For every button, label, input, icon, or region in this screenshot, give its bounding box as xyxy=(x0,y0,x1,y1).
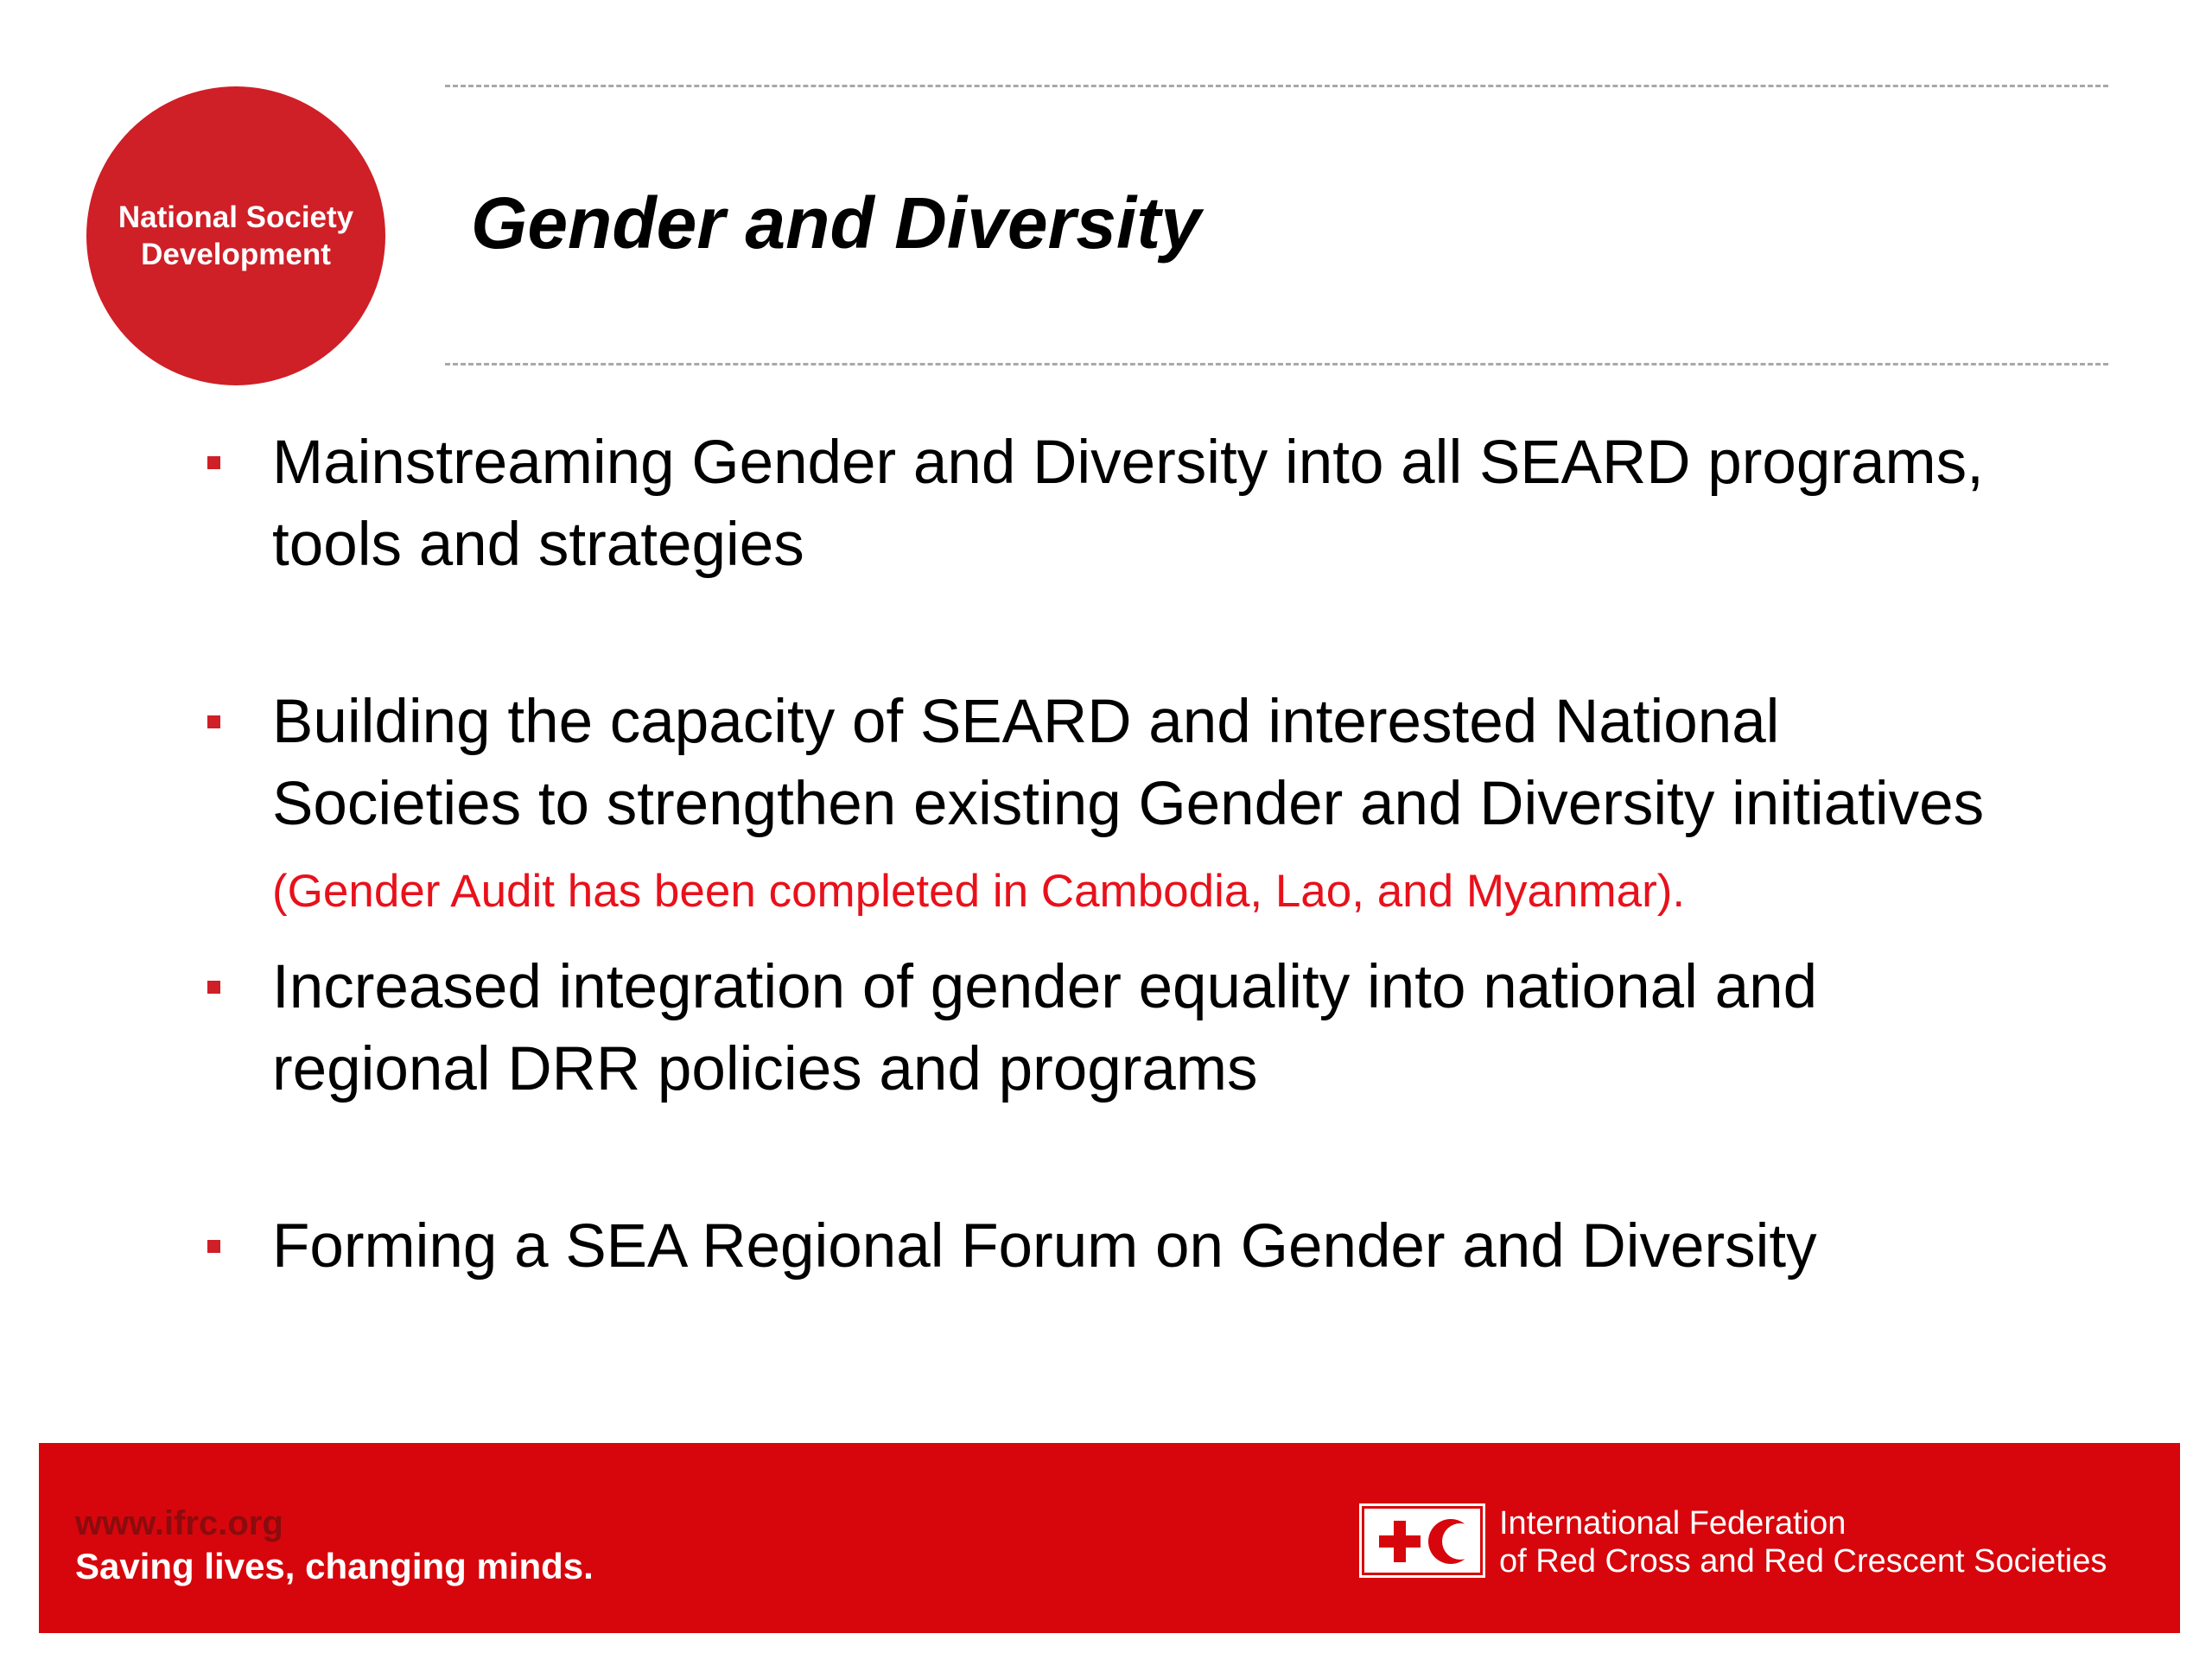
bullet-text: Increased integration of gender equality into national and regional DRR policies and programs xyxy=(272,953,1818,1103)
bullet-marker xyxy=(207,715,220,728)
section-badge xyxy=(86,86,385,385)
bullet-marker xyxy=(207,981,220,994)
bullet-text: Forming a SEA Regional Forum on Gender and Diversity xyxy=(272,1212,1817,1281)
bullet-item xyxy=(207,422,2005,586)
bullet-text: Building the capacity of SEARD and interested National Societies to strengthen existing Gender and Diversity initiatives xyxy=(272,688,1985,838)
bullet-item xyxy=(207,1205,2005,1287)
footer-slogan: Saving lives, changing minds. xyxy=(75,1546,594,1586)
bullet-marker xyxy=(207,1240,220,1253)
section-badge-label: National Society Development xyxy=(118,200,354,271)
footer-url-link[interactable]: www.ifrc.org xyxy=(75,1504,283,1542)
bullet-marker xyxy=(207,456,220,469)
red-cross-red-crescent-icon xyxy=(1359,1503,1485,1578)
title-divider-top xyxy=(445,85,2108,87)
title-divider-bottom xyxy=(445,363,2108,365)
bullet-item xyxy=(207,681,2005,927)
bullet-list xyxy=(207,422,2005,1287)
bullet-note: (Gender Audit has been completed in Cambodia, Lao, and Myanmar). xyxy=(272,866,1686,917)
org-name-line-1: International Federation xyxy=(1499,1505,1847,1541)
bullet-item xyxy=(207,946,2005,1110)
bullet-text: Mainstreaming Gender and Diversity into all SEARD programs, tools and strategies xyxy=(272,429,1984,579)
emblem-graphic xyxy=(1362,1506,1483,1575)
org-name-line-2: of Red Cross and Red Crescent Societies xyxy=(1499,1543,2107,1580)
slide-title: Gender and Diversity xyxy=(471,182,1201,264)
footer-bar xyxy=(39,1443,2180,1633)
